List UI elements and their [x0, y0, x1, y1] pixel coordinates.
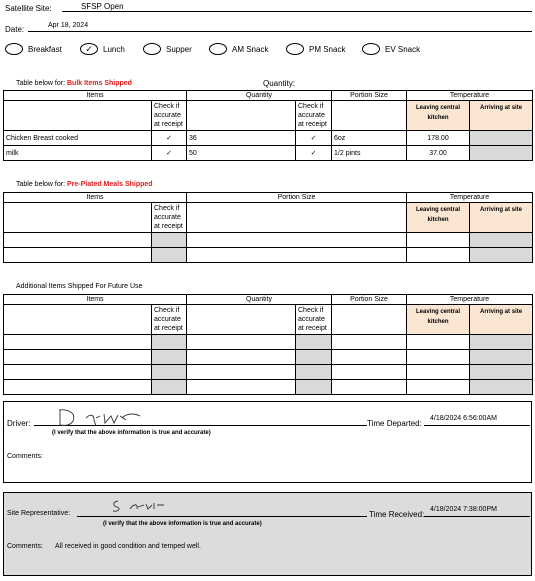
check-cell[interactable]: ✓ [296, 131, 332, 146]
table-row [4, 146, 533, 161]
driver-verify-text: (I verify that the above information is true and accurate) [52, 430, 211, 436]
site-representative-label: Site Representative: [7, 510, 71, 517]
time-received-label: Time Received: [369, 510, 425, 519]
check-accurate-header: Check if accurate at receipt [152, 305, 187, 335]
checkmark-icon: ✓ [80, 43, 98, 55]
quantity-cell[interactable]: 36 [187, 131, 296, 146]
satellite-site-label: Satellite Site: [5, 4, 52, 13]
check-cell[interactable]: ✓ [152, 146, 187, 161]
col-header-quantity: Quantity [187, 91, 332, 101]
date-label: Date: [5, 25, 25, 34]
check-accurate-header: Check if accurate at receipt [152, 203, 187, 233]
bulk-items-table [3, 90, 533, 161]
item-cell[interactable]: Chicken Breast cooked [4, 131, 152, 146]
leaving-kitchen-header: Leaving central kitchen [407, 101, 470, 131]
check-accurate-header: Check if accurate at receipt [296, 101, 332, 131]
representative-signature-image[interactable] [108, 499, 168, 515]
representative-comments-label: Comments: [7, 543, 43, 550]
meal-option-pm-snack[interactable] [286, 42, 345, 56]
check-accurate-header: Check if accurate at receipt [152, 101, 187, 131]
representative-comments-value[interactable]: All received in good condition and temped well. [55, 543, 201, 550]
time-departed-value[interactable]: 4/18/2024 6:56:00AM [430, 415, 497, 422]
col-header-items: Items [4, 91, 187, 101]
driver-comments-label: Comments: [7, 453, 43, 460]
radio-circle-icon [209, 43, 227, 55]
check-cell[interactable]: ✓ [296, 146, 332, 161]
preplated-table-caption: Table below for: Pre-Plated Meals Shipped [16, 181, 153, 188]
table-row [4, 131, 533, 146]
arriving-temp-cell[interactable] [470, 131, 533, 146]
meal-option-ev-snack[interactable] [362, 42, 420, 56]
col-header-items: Items [4, 193, 187, 203]
meal-label: AM Snack [232, 44, 269, 54]
portion-cell[interactable]: 1/2 pints [332, 146, 407, 161]
table-row [4, 233, 533, 248]
item-cell[interactable]: milk [4, 146, 152, 161]
col-header-quantity: Quantity [187, 295, 332, 305]
arriving-site-header: Arriving at site [470, 305, 533, 335]
meal-label: PM Snack [309, 44, 346, 54]
table-row [4, 350, 533, 365]
col-header-portion: Portion Size [332, 295, 407, 305]
table-row [4, 248, 533, 263]
portion-cell[interactable]: 6oz [332, 131, 407, 146]
meal-label: Supper [166, 44, 192, 54]
time-received-underline [424, 516, 530, 517]
col-header-portion: Portion Size [187, 193, 407, 203]
additional-table-caption: Additional Items Shipped For Future Use [16, 283, 143, 290]
meal-option-am-snack[interactable] [209, 42, 268, 56]
representative-signature-line [77, 516, 367, 517]
driver-label: Driver: [7, 419, 31, 428]
col-header-temperature: Temperature [407, 91, 533, 101]
arriving-temp-cell[interactable] [470, 146, 533, 161]
satellite-site-underline [62, 11, 532, 12]
radio-circle-icon [5, 43, 23, 55]
meal-label: Breakfast [28, 44, 62, 54]
quantity-cell[interactable]: 50 [187, 146, 296, 161]
time-departed-label: Time Departed: [367, 419, 422, 428]
leaving-temp-cell[interactable]: 37.00 [407, 146, 470, 161]
bulk-table-caption: Table below for: Bulk Items Shipped [16, 80, 132, 87]
leaving-kitchen-header: Leaving central kitchen [407, 305, 470, 335]
time-departed-underline [424, 425, 530, 426]
satellite-site-value[interactable]: SFSP Open [81, 2, 124, 11]
additional-items-table [3, 294, 533, 395]
arriving-site-header: Arriving at site [470, 203, 533, 233]
site-representative-section [3, 492, 532, 576]
table-row [4, 335, 533, 350]
table-row [4, 365, 533, 380]
meal-option-supper[interactable] [143, 42, 192, 56]
bulk-quantity-label: Quantity: [263, 79, 296, 88]
date-value[interactable]: Apr 18, 2024 [48, 22, 89, 29]
radio-circle-icon [286, 43, 304, 55]
preplated-meals-table [3, 192, 533, 263]
radio-circle-icon [143, 43, 161, 55]
meal-option-breakfast[interactable] [5, 42, 62, 56]
driver-signature-image[interactable] [56, 406, 166, 430]
col-header-temperature: Temperature [407, 295, 533, 305]
table-row [4, 380, 533, 395]
check-cell[interactable]: ✓ [152, 131, 187, 146]
representative-verify-text: (I verify that the above information is true and accurate) [103, 521, 262, 527]
radio-circle-icon [362, 43, 380, 55]
arriving-site-header: Arriving at site [470, 101, 533, 131]
meal-label: Lunch [103, 44, 125, 54]
time-received-value[interactable]: 4/18/2024 7:38:00PM [430, 506, 497, 513]
date-underline [28, 31, 532, 32]
meal-option-lunch[interactable] [80, 42, 125, 56]
leaving-temp-cell[interactable]: 178.00 [407, 131, 470, 146]
leaving-kitchen-header: Leaving central kitchen [407, 203, 470, 233]
col-header-portion: Portion Size [332, 91, 407, 101]
col-header-items: Items [4, 295, 187, 305]
check-accurate-header: Check if accurate at receipt [296, 305, 332, 335]
col-header-temperature: Temperature [407, 193, 533, 203]
meal-label: EV Snack [385, 44, 421, 54]
